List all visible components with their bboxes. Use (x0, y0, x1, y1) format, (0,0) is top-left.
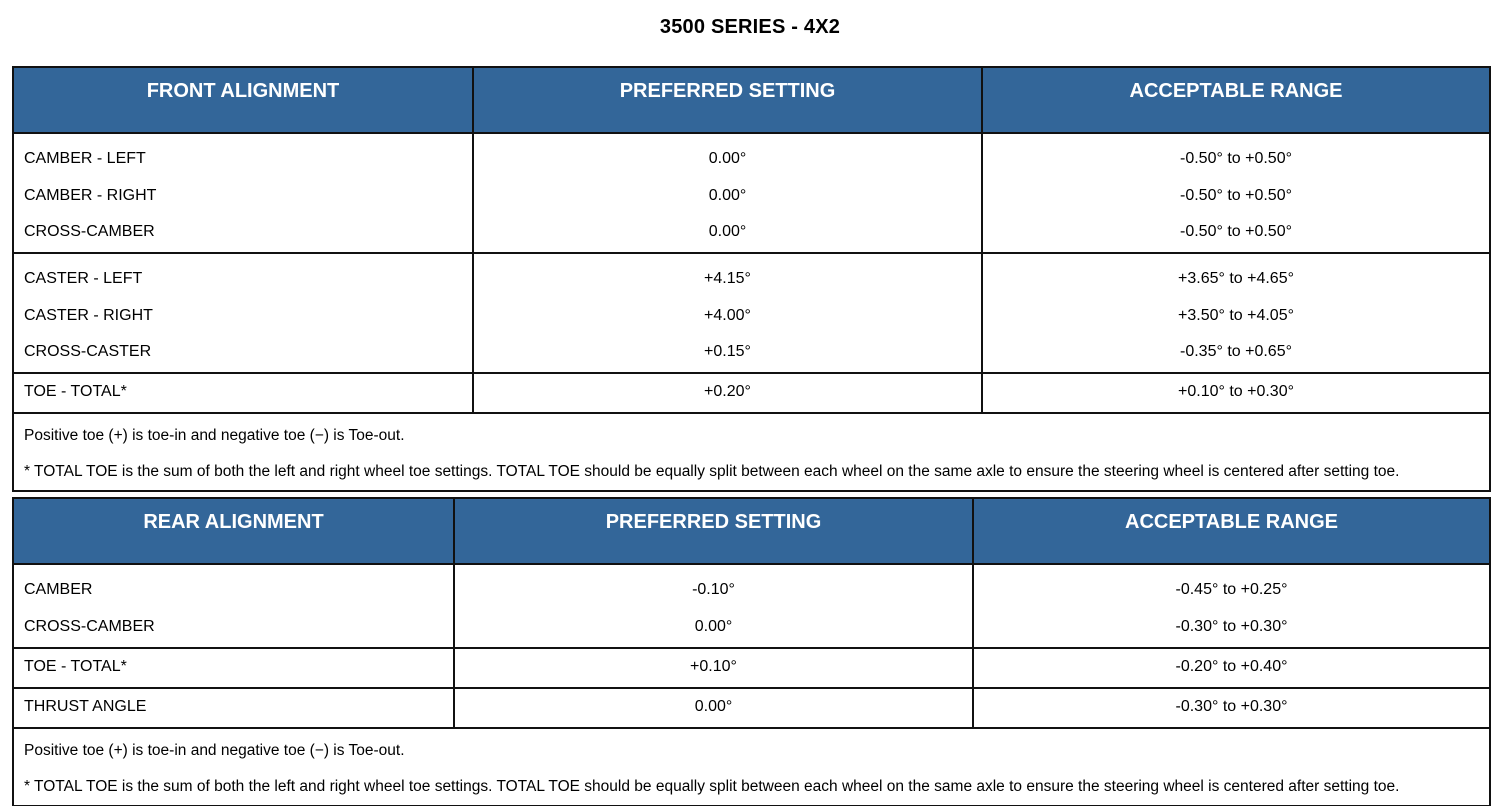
front-header-preferred: PREFERRED SETTING (473, 67, 982, 133)
front-header-alignment: FRONT ALIGNMENT (13, 67, 473, 133)
preferred-value: 0.00° (473, 178, 982, 214)
table-row (13, 298, 1490, 334)
preferred-value: +0.20° (473, 373, 982, 413)
table-row (13, 564, 1490, 609)
spec-label: CASTER - RIGHT (24, 307, 153, 324)
table-row (13, 334, 1490, 373)
front-alignment-table (12, 66, 1491, 492)
range-value: -0.50° to +0.50° (982, 133, 1490, 178)
table-row (13, 133, 1490, 178)
note-row (13, 769, 1490, 806)
note-row (13, 454, 1490, 491)
table-row (13, 178, 1490, 214)
rear-header-alignment: REAR ALIGNMENT (13, 498, 454, 564)
table-row (13, 609, 1490, 648)
preferred-value: 0.00° (454, 688, 973, 728)
spec-label: CROSS-CASTER (13, 334, 473, 373)
toe-sign-note: Positive toe (+) is toe-in and negative toe (−) is Toe-out. (24, 742, 405, 759)
preferred-value: +4.15° (473, 253, 982, 298)
total-toe-note: * TOTAL TOE is the sum of both the left and right wheel toe settings. TOTAL TOE should be equally split between each wheel on the same axle to ensure the steering wheel is centered after setting toe. (24, 778, 1400, 795)
spec-label: CROSS-CAMBER (13, 214, 473, 253)
note-row (13, 728, 1490, 769)
spec-label: CROSS-CAMBER (13, 609, 454, 648)
preferred-value: 0.00° (473, 214, 982, 253)
range-value: -0.20° to +0.40° (973, 648, 1490, 688)
page-title: 3500 SERIES - 4X2 (659, 16, 841, 38)
range-value: -0.35° to +0.65° (982, 334, 1490, 373)
rear-header-preferred: PREFERRED SETTING (454, 498, 973, 564)
spec-label: THRUST ANGLE (13, 688, 454, 728)
preferred-value: +0.15° (473, 334, 982, 373)
spec-label: CAMBER - LEFT (24, 150, 146, 167)
table-row (13, 214, 1490, 253)
toe-sign-note: Positive toe (+) is toe-in and negative toe (−) is Toe-out. (24, 427, 405, 444)
table-row (13, 373, 1490, 413)
preferred-value: +0.10° (454, 648, 973, 688)
range-value: +0.10° to +0.30° (982, 373, 1490, 413)
front-header-row (13, 67, 1490, 133)
range-value: +3.65° to +4.65° (982, 253, 1490, 298)
total-toe-note: * TOTAL TOE is the sum of both the left and right wheel toe settings. TOTAL TOE should be equally split between each wheel on the same axle to ensure the steering wheel is centered after setting toe. (24, 463, 1400, 480)
spec-label: CAMBER - RIGHT (24, 187, 157, 204)
range-value: +3.50° to +4.05° (982, 298, 1490, 334)
rear-header-range: ACCEPTABLE RANGE (973, 498, 1490, 564)
rear-header-row (13, 498, 1490, 564)
front-header-range: ACCEPTABLE RANGE (982, 67, 1490, 133)
preferred-value: 0.00° (473, 133, 982, 178)
table-row (13, 648, 1490, 688)
spec-label: TOE - TOTAL* (13, 648, 454, 688)
spec-label: CAMBER (24, 581, 93, 598)
range-value: -0.50° to +0.50° (982, 178, 1490, 214)
range-value: -0.30° to +0.30° (973, 609, 1490, 648)
spec-label: CASTER - LEFT (24, 270, 143, 287)
rear-alignment-table (12, 497, 1491, 806)
note-row (13, 413, 1490, 454)
preferred-value: 0.00° (454, 609, 973, 648)
table-row (13, 253, 1490, 298)
range-value: -0.50° to +0.50° (982, 214, 1490, 253)
preferred-value: -0.10° (454, 564, 973, 609)
spec-label: TOE - TOTAL* (13, 373, 473, 413)
range-value: -0.45° to +0.25° (973, 564, 1490, 609)
preferred-value: +4.00° (473, 298, 982, 334)
table-row (13, 688, 1490, 728)
range-value: -0.30° to +0.30° (973, 688, 1490, 728)
